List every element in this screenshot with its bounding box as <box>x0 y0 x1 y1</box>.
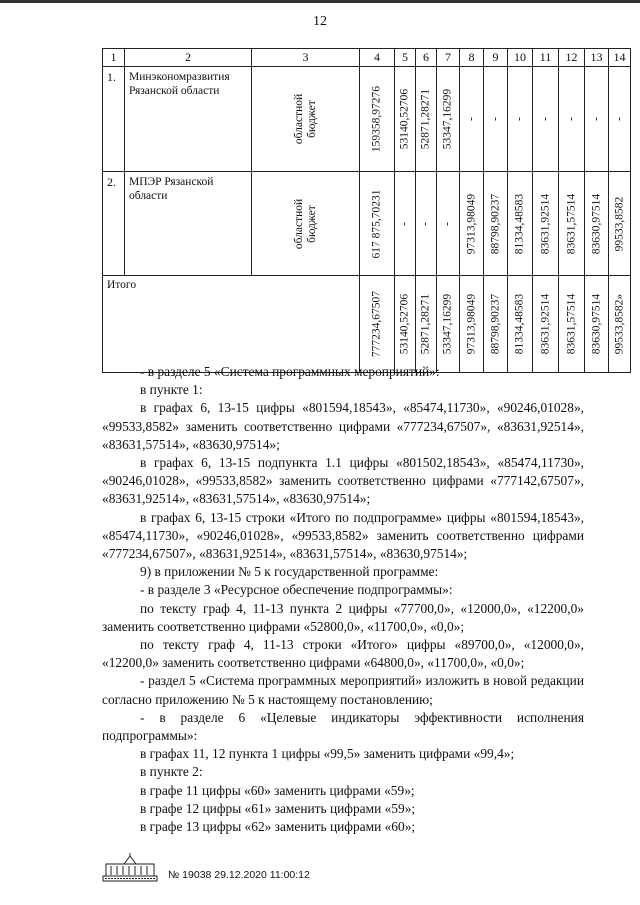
paragraph: в пункте 1: <box>140 382 203 398</box>
total-value-cell: 99533,8582» <box>609 276 631 373</box>
paragraph: в графе 13 цифры «62» заменить цифрами «60»; <box>140 819 416 835</box>
column-number: 2 <box>125 49 252 67</box>
paragraph: - в разделе 3 «Ресурсное обеспечение подпрограммы»: <box>140 582 453 598</box>
paragraph: по тексту граф 4, 11-13 строки «Итого» цифры «89700,0», «12000,0», «12200,0» заменить соответственно цифрами «64800,0», «11700,0», «0,0»; <box>102 637 584 671</box>
total-value-cell: 777234,67507 <box>360 276 395 373</box>
paragraph: в графе 12 цифры «61» заменить цифрами «59»; <box>140 800 416 816</box>
total-value-cell: 83631,92514 <box>533 276 559 373</box>
value-cell: 88798,90237 <box>484 172 508 276</box>
column-number: 13 <box>585 49 609 67</box>
value-cell: - <box>484 67 508 172</box>
table-header-row <box>103 49 631 67</box>
table-row <box>103 172 631 276</box>
row-index: 1. <box>103 67 125 172</box>
value-cell: 81334,48583 <box>508 172 533 276</box>
value-cell: - <box>585 67 609 172</box>
funding-source-cell <box>252 172 360 276</box>
total-value-cell: 83631,57514 <box>559 276 585 373</box>
funding-source: областной бюджет <box>292 198 318 249</box>
column-number: 14 <box>609 49 631 67</box>
paragraph: 9) в приложении № 5 к государственной программе: <box>140 564 439 580</box>
value-cell: 83630,97514 <box>585 172 609 276</box>
funding-source: областной бюджет <box>292 93 318 145</box>
government-building-stamp-icon <box>102 852 158 882</box>
column-number: 9 <box>484 49 508 67</box>
value-cell: - <box>533 67 559 172</box>
total-value-cell: 83630,97514 <box>585 276 609 373</box>
paragraph: в графах 6, 13-15 строки «Итого по подпрограмме» цифры «801594,18543», «85474,11730», «90246,01028», «99533,8582» заменить соответственно цифрами «777234,67507», «83631,92514», «83631,57514», «83630,97514»; <box>102 509 584 562</box>
funding-source-cell <box>252 67 360 172</box>
value-cell: 83631,92514 <box>533 172 559 276</box>
document-footer <box>102 852 402 892</box>
total-value-cell: 52871,28271 <box>416 276 437 373</box>
value-cell: - <box>416 172 437 276</box>
column-number: 5 <box>395 49 416 67</box>
paragraph: в графах 6, 13-15 цифры «801594,18543», «85474,11730», «90246,01028», «99533,8582» заменить соответственно цифрами «777234,67507», «83631,92514», «83631,57514», «83630,97514»; <box>102 400 584 452</box>
total-value-cell: 88798,90237 <box>484 276 508 373</box>
paragraph: в графе 11 цифры «60» заменить цифрами «59»; <box>140 782 415 798</box>
paragraph: - в разделе 5 «Система программных мероприятий»: <box>140 364 440 379</box>
value-cell: - <box>395 172 416 276</box>
paragraph: - в разделе 6 «Целевые индикаторы эффективности исполнения подпрограммы»: <box>102 709 584 744</box>
paragraph: - раздел 5 «Система программных мероприятий» изложить в новой редакции согласно приложению № 5 к настоящему постановлению; <box>102 673 584 707</box>
document-body <box>102 363 584 836</box>
row-organization: МПЭР Рязанской области <box>125 172 252 276</box>
value-cell: 159358,97276 <box>360 67 395 172</box>
row-organization: Минэкономразвития Рязанской области <box>125 67 252 172</box>
scan-top-edge <box>0 0 640 3</box>
value-cell: 617 875,70231 <box>360 172 395 276</box>
total-row <box>103 276 631 373</box>
paragraph: в пункте 2: <box>140 764 203 780</box>
value-cell: - <box>437 172 460 276</box>
value-cell: 97313,98049 <box>460 172 484 276</box>
value-cell: 83631,57514 <box>559 172 585 276</box>
column-number: 7 <box>437 49 460 67</box>
budget-table <box>102 48 631 373</box>
page-number: 12 <box>313 14 327 29</box>
value-cell: 53347,16299 <box>437 67 460 172</box>
column-number: 3 <box>252 49 360 67</box>
column-number: 1 <box>103 49 125 67</box>
value-cell: - <box>559 67 585 172</box>
column-number: 8 <box>460 49 484 67</box>
column-number: 6 <box>416 49 437 67</box>
value-cell: - <box>609 67 631 172</box>
paragraph: в графах 11, 12 пункта 1 цифры «99,5» заменить цифрами «99,4»; <box>140 746 515 762</box>
column-number: 10 <box>508 49 533 67</box>
total-label: Итого <box>103 276 360 373</box>
total-value-cell: 81334,48583 <box>508 276 533 373</box>
column-number: 11 <box>533 49 559 67</box>
total-value-cell: 53140,52706 <box>395 276 416 373</box>
value-cell: - <box>460 67 484 172</box>
table-row <box>103 67 631 172</box>
value-cell: 53140,52706 <box>395 67 416 172</box>
value-cell: - <box>508 67 533 172</box>
paragraph: по тексту граф 4, 11-13 пункта 2 цифры «77700,0», «12000,0», «12200,0» заменить соответственно цифрами «52800,0», «11700,0», «0,0»; <box>102 600 584 634</box>
total-value-cell: 53347,16299 <box>437 276 460 373</box>
column-number: 4 <box>360 49 395 67</box>
row-index: 2. <box>103 172 125 276</box>
paragraph: в графах 6, 13-15 подпункта 1.1 цифры «801502,18543», «85474,11730», «90246,01028», «99533,8582» заменить соответственно цифрами «777142,67507», «83631,92514», «83631,57514», «83630,97514»; <box>102 455 584 507</box>
registration-stamp: № 19038 29.12.2020 11:00:12 <box>168 869 310 881</box>
value-cell: 52871,28271 <box>416 67 437 172</box>
value-cell: 99533,8582 <box>609 172 631 276</box>
column-number: 12 <box>559 49 585 67</box>
total-value-cell: 97313,98049 <box>460 276 484 373</box>
